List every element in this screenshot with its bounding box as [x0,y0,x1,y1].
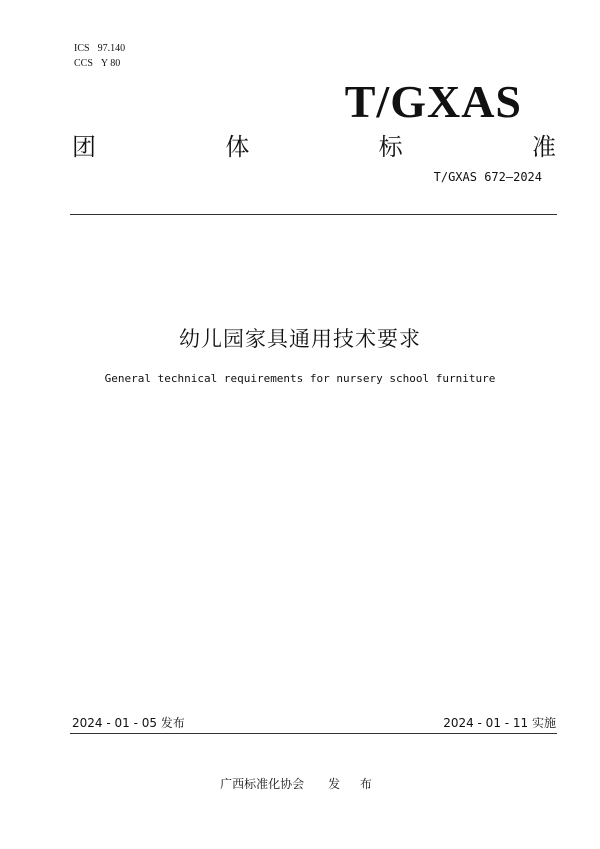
ccs-label: CCS [74,58,93,69]
issue-date: 2024 - 01 - 05 发布 [72,716,185,730]
ccs-value: Y 80 [100,58,121,69]
standard-logo: T/GXAS [344,76,522,127]
bottom-divider [70,733,557,734]
ics-value: 97.140 [97,43,126,54]
standard-type-char: 准 [531,133,556,161]
publisher-action: 发 布 [328,777,380,791]
standard-number: T/GXAS 672—2024 [433,170,542,184]
ccs-code [74,58,120,70]
standard-type-char: 团 [72,133,96,161]
ics-label: ICS [74,43,90,54]
publisher-name: 广西标准化协会 [220,777,305,791]
publisher-line [0,776,600,792]
top-divider [70,214,557,215]
standard-type-char: 体 [225,133,250,161]
document-title-chinese: 幼儿园家具通用技术要求 [179,327,421,351]
document-title-english: General technical requirements for nursery school furniture [104,372,496,385]
implementation-date: 2024 - 01 - 11 实施 [443,716,556,730]
standard-type-heading [72,133,556,161]
standard-type-char: 标 [378,133,403,161]
ics-code [74,43,125,55]
